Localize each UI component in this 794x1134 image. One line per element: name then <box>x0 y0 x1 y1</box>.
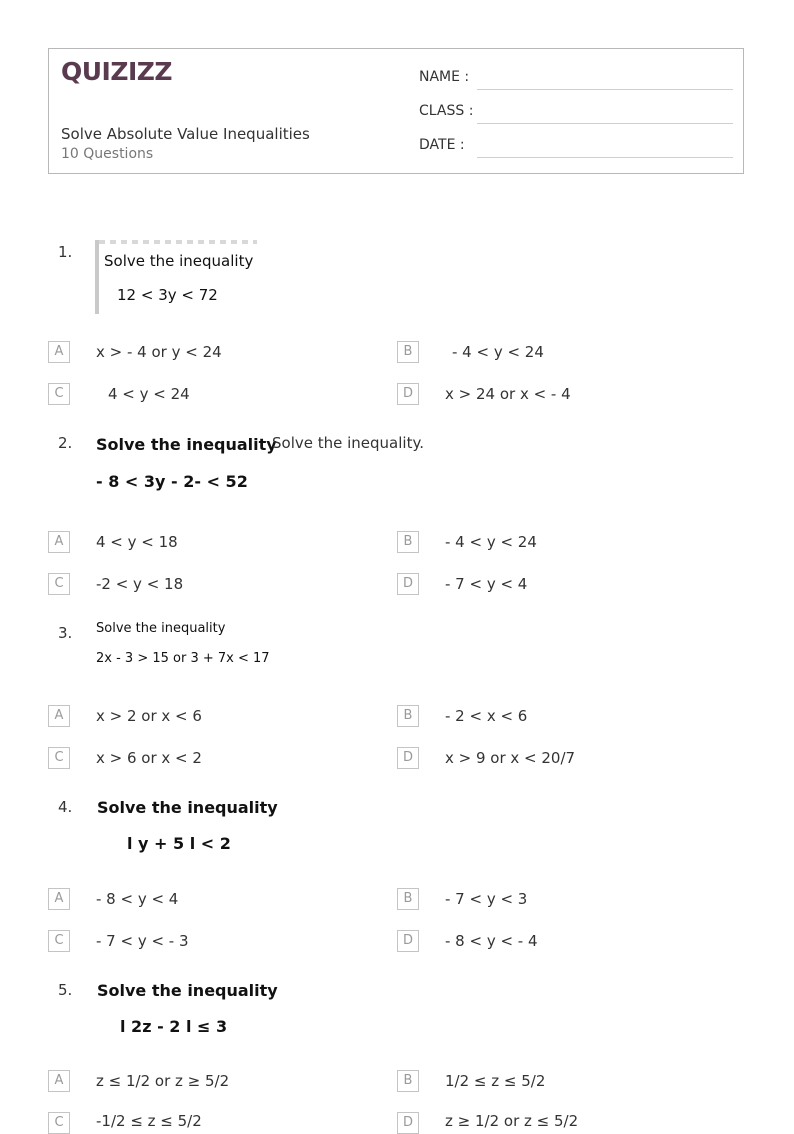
worksheet-title: Solve Absolute Value Inequalities <box>61 125 310 143</box>
question-image-text: l y + 5 l < 2 <box>127 834 231 853</box>
question-number: 5. <box>58 981 73 999</box>
option-d-box[interactable]: D <box>397 747 419 769</box>
option-a-text: x > - 4 or y < 24 <box>96 343 222 361</box>
question-number: 1. <box>58 243 73 261</box>
option-d-text: z ≥ 1/2 or z ≤ 5/2 <box>445 1112 579 1130</box>
date-line <box>477 157 733 158</box>
option-d-text: x > 24 or x < - 4 <box>445 385 571 403</box>
option-b-text: - 7 < y < 3 <box>445 890 528 908</box>
image-toolbar-strip <box>99 240 257 244</box>
question-image-text: Solve the inequality <box>97 798 278 817</box>
question-text: Solve the inequality. <box>272 434 424 452</box>
class-line <box>477 123 733 124</box>
option-c-text: x > 6 or x < 2 <box>96 749 202 767</box>
option-b-box[interactable]: B <box>397 341 419 363</box>
question-number: 2. <box>58 434 73 452</box>
class-label: CLASS : <box>419 103 474 119</box>
option-a-box[interactable]: A <box>48 341 70 363</box>
option-b-text: 1/2 ≤ z ≤ 5/2 <box>445 1072 546 1090</box>
option-b-box[interactable]: B <box>397 705 419 727</box>
question-image-text: Solve the inequality <box>96 621 226 636</box>
option-a-text: x > 2 or x < 6 <box>96 707 202 725</box>
question-number: 4. <box>58 798 73 816</box>
option-c-text: -2 < y < 18 <box>96 575 184 593</box>
question-image-text: - 8 < 3y - 2- < 52 <box>96 472 248 491</box>
question-image-text: Solve the inequality <box>104 252 254 270</box>
option-a-text: 4 < y < 18 <box>96 533 178 551</box>
option-c-box[interactable]: C <box>48 747 70 769</box>
option-b-text: - 4 < y < 24 <box>452 343 544 361</box>
option-a-text: z ≤ 1/2 or z ≥ 5/2 <box>96 1072 230 1090</box>
option-b-text: - 2 < x < 6 <box>445 707 528 725</box>
option-d-box[interactable]: D <box>397 573 419 595</box>
name-label: NAME : <box>419 69 470 85</box>
quizizz-logo: QUIZIZZ <box>61 57 173 86</box>
option-d-text: - 8 < y < - 4 <box>445 932 538 950</box>
option-a-box[interactable]: A <box>48 888 70 910</box>
question-image-text: 12 < 3y < 72 <box>117 286 218 304</box>
option-b-box[interactable]: B <box>397 531 419 553</box>
option-d-box[interactable]: D <box>397 1112 419 1134</box>
option-a-box[interactable]: A <box>48 531 70 553</box>
question-image-text: 2x - 3 > 15 or 3 + 7x < 17 <box>96 651 270 666</box>
option-c-box[interactable]: C <box>48 1112 70 1134</box>
date-label: DATE : <box>419 137 465 153</box>
option-c-box[interactable]: C <box>48 383 70 405</box>
option-a-box[interactable]: A <box>48 1070 70 1092</box>
question-image-text: Solve the inequality <box>96 435 277 454</box>
option-b-text: - 4 < y < 24 <box>445 533 537 551</box>
option-c-box[interactable]: C <box>48 573 70 595</box>
option-d-box[interactable]: D <box>397 930 419 952</box>
option-c-text: - 7 < y < - 3 <box>96 932 189 950</box>
option-c-text: -1/2 ≤ z ≤ 5/2 <box>96 1112 202 1130</box>
question-image-text: Solve the inequality <box>97 981 278 1000</box>
worksheet-header <box>48 48 744 174</box>
option-d-box[interactable]: D <box>397 383 419 405</box>
option-a-text: - 8 < y < 4 <box>96 890 179 908</box>
option-c-box[interactable]: C <box>48 930 70 952</box>
option-a-box[interactable]: A <box>48 705 70 727</box>
option-c-text: 4 < y < 24 <box>108 385 190 403</box>
question-count: 10 Questions <box>61 146 154 162</box>
name-line <box>477 89 733 90</box>
option-b-box[interactable]: B <box>397 888 419 910</box>
question-number: 3. <box>58 624 73 642</box>
question-image-text: l 2z - 2 l ≤ 3 <box>120 1017 228 1036</box>
option-d-text: - 7 < y < 4 <box>445 575 528 593</box>
option-b-box[interactable]: B <box>397 1070 419 1092</box>
option-d-text: x > 9 or x < 20/7 <box>445 749 576 767</box>
